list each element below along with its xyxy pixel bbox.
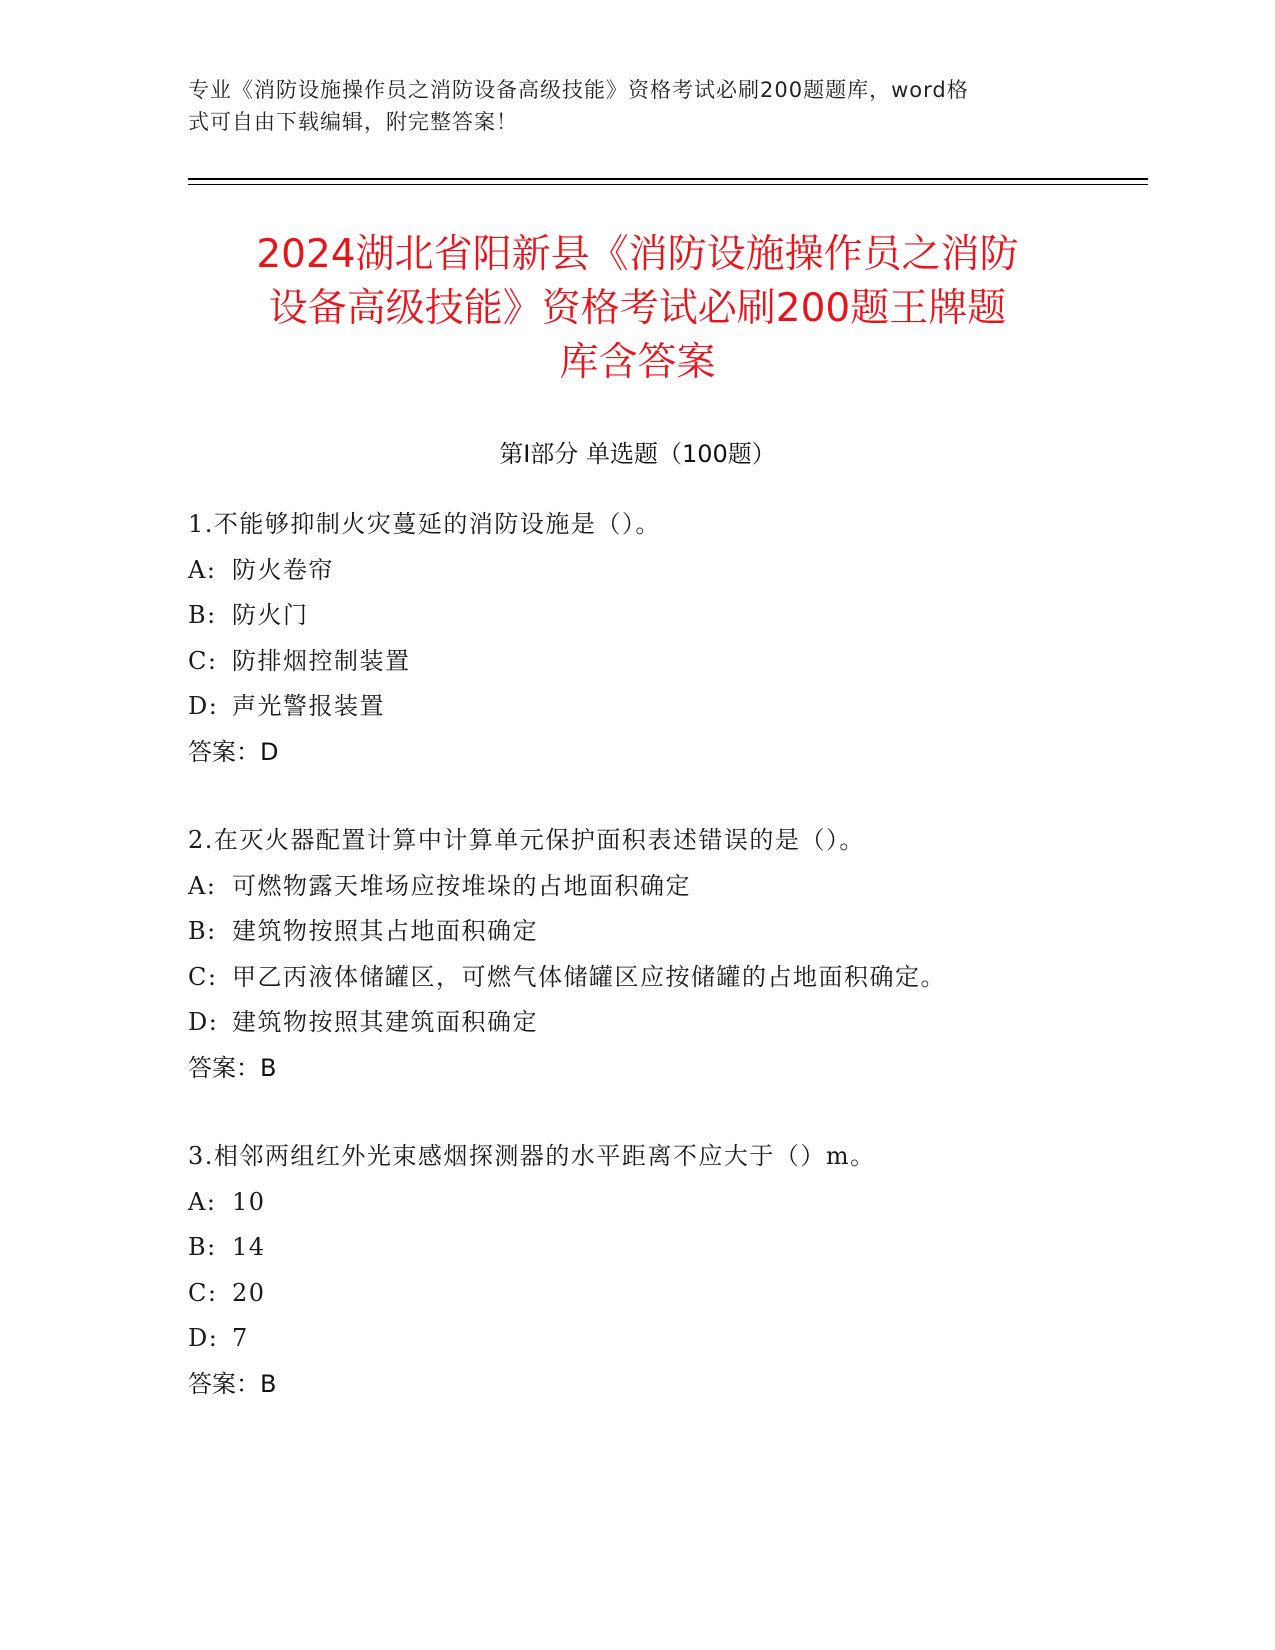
option-b (188, 593, 1148, 639)
header-note-line-1: 专业《消防设施操作员之消防设备高级技能》资格考试必刷200题题库，word格 (188, 78, 969, 102)
question-stem: 3.相邻两组红外光束感烟探测器的水平距离不应大于（）m。 (188, 1142, 876, 1170)
option-text: 建筑物按照其建筑面积确定 (232, 1008, 538, 1036)
answer-line: 答案：B (188, 1053, 277, 1082)
title-line-2: 设备高级技能》资格考试必刷200题王牌题 (268, 286, 1007, 331)
option-letter: D: (188, 1008, 219, 1036)
option-letter: A: (188, 871, 217, 900)
header-divider-thin (188, 184, 1148, 185)
option-d (188, 1316, 1148, 1362)
document-title (150, 228, 1125, 390)
answer-line: 答案：D (188, 737, 279, 766)
option-text: 甲乙丙液体储罐区，可燃气体储罐区应按储罐的占地面积确定。 (232, 962, 946, 991)
option-d (188, 684, 1148, 730)
option-text: 防火卷帘 (232, 555, 334, 584)
option-b (188, 1225, 1148, 1271)
option-c (188, 639, 1148, 685)
question-stem: 1.不能够抑制火灾蔓延的消防设施是（）。 (188, 510, 661, 538)
option-text: 可燃物露天堆场应按堆垛的占地面积确定 (232, 871, 691, 900)
section-heading: 第Ⅰ部分 单选题（100题） (499, 440, 776, 468)
option-text: 14 (232, 1233, 266, 1261)
option-letter: C: (188, 962, 218, 991)
option-a (188, 548, 1148, 594)
option-b (188, 909, 1148, 955)
question-stem: 2.在灭火器配置计算中计算单元保护面积表述错误的是（）。 (188, 826, 865, 854)
option-letter: B: (188, 1233, 217, 1261)
option-text: 防火门 (232, 601, 309, 629)
option-text: 20 (232, 1278, 266, 1307)
option-letter: A: (188, 555, 217, 584)
option-text: 10 (232, 1187, 266, 1216)
option-letter: D: (188, 692, 219, 720)
answer-line: 答案：B (188, 1369, 277, 1398)
question-3 (188, 1134, 1148, 1407)
question-2 (188, 818, 1148, 1091)
title-line-1: 2024湖北省阳新县《消防设施操作员之消防 (256, 232, 1019, 277)
option-text: 防排烟控制装置 (232, 646, 411, 675)
option-letter: B: (188, 601, 217, 629)
header-note-line-2: 式可自由下载编辑，附完整答案！ (188, 110, 518, 134)
option-letter: B: (188, 917, 217, 945)
header-divider-thick (188, 178, 1148, 180)
option-d (188, 1000, 1148, 1046)
option-c (188, 955, 1148, 1001)
option-c (188, 1271, 1148, 1317)
option-letter: D: (188, 1324, 219, 1352)
question-1 (188, 502, 1148, 775)
option-a (188, 864, 1148, 910)
option-text: 建筑物按照其占地面积确定 (232, 917, 538, 945)
option-text: 7 (232, 1324, 249, 1352)
option-letter: C: (188, 646, 218, 675)
title-line-3: 库含答案 (559, 340, 716, 385)
option-letter: C: (188, 1278, 218, 1307)
option-text: 声光警报装置 (232, 692, 385, 720)
option-a (188, 1180, 1148, 1226)
option-letter: A: (188, 1187, 217, 1216)
header-note (188, 74, 1068, 138)
